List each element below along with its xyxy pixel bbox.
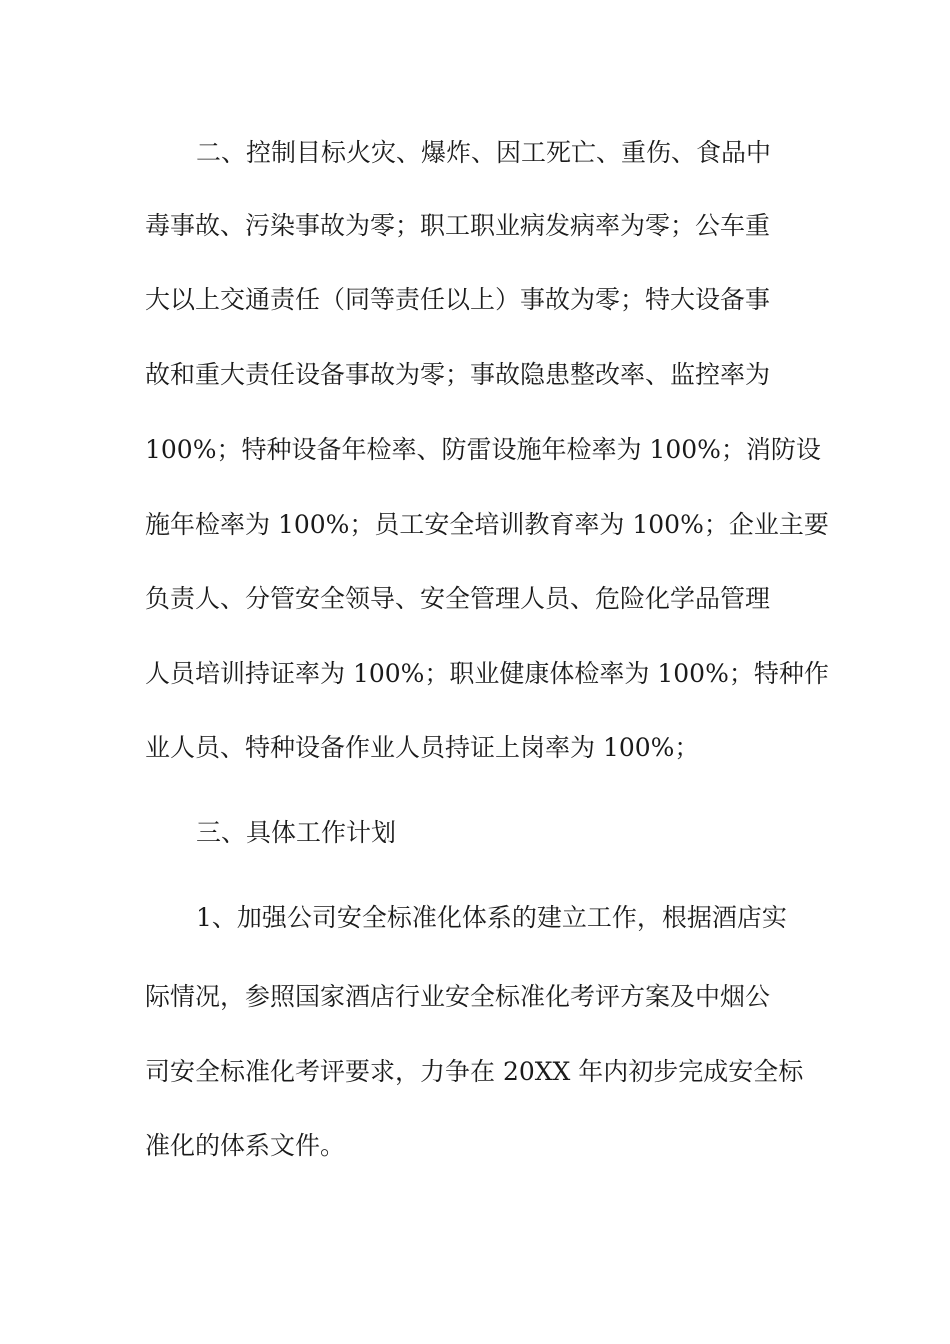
paragraph-2-line-7: 负责人、分管安全领导、安全管理人员、危险化学品管理 bbox=[145, 584, 771, 613]
paragraph-2-line-3: 大以上交通责任（同等责任以上）事故为零；特大设备事 bbox=[145, 285, 771, 314]
paragraph-2-line-5: 100%；特种设备年检率、防雷设施年检率为 100%；消防设 bbox=[145, 435, 821, 464]
paragraph-3-1-line-3: 司安全标准化考评要求，力争在 20XX 年内初步完成安全标 bbox=[145, 1057, 804, 1086]
paragraph-2-line-1: 二、控制目标火灾、爆炸、因工死亡、重伤、食品中 bbox=[196, 138, 772, 167]
paragraph-2-line-8: 人员培训持证率为 100%；职业健康体检率为 100%；特种作 bbox=[145, 659, 829, 688]
paragraph-3-1-line-2: 际情况，参照国家酒店行业安全标准化考评方案及中烟公 bbox=[145, 982, 771, 1011]
paragraph-3-1-line-4: 准化的体系文件。 bbox=[145, 1131, 346, 1160]
paragraph-2-line-6: 施年检率为 100%；员工安全培训教育率为 100%；企业主要 bbox=[145, 510, 829, 539]
paragraph-3-1-line-1: 1、加强公司安全标准化体系的建立工作，根据酒店实 bbox=[196, 903, 787, 932]
paragraph-2-line-4: 故和重大责任设备事故为零；事故隐患整改率、监控率为 bbox=[145, 360, 771, 389]
paragraph-2-line-9: 业人员、特种设备作业人员持证上岗率为 100%； bbox=[145, 733, 700, 762]
paragraph-2-line-2: 毒事故、污染事故为零；职工职业病发病率为零；公车重 bbox=[145, 211, 771, 240]
section-3-heading: 三、具体工作计划 bbox=[196, 818, 397, 847]
